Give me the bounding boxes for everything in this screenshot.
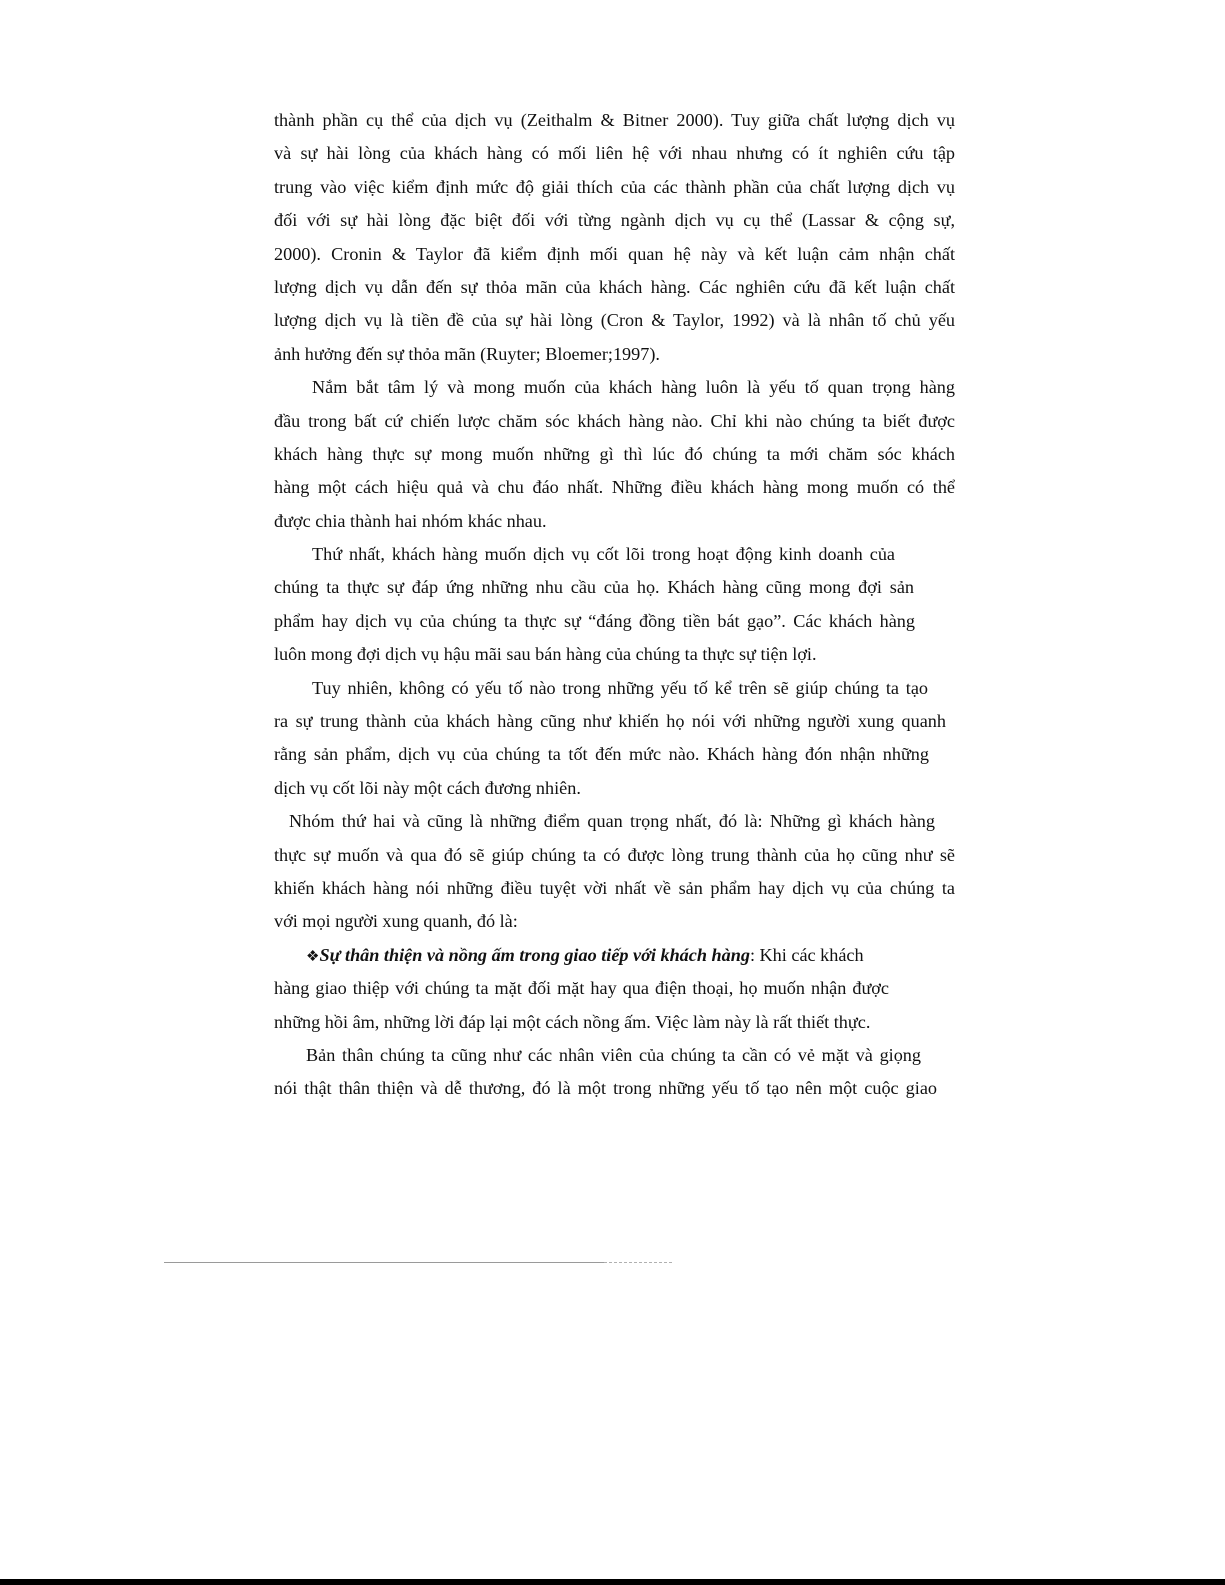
diamond-bullet-icon: ❖ [306, 948, 320, 965]
footnote-separator-tail [604, 1262, 672, 1263]
text-line: trung vào việc kiểm định mức độ giải thích của các thành phần của chất lượng dịch vụ [274, 176, 955, 197]
text-line: Thứ nhất, khách hàng muốn dịch vụ cốt lõi trong hoạt động kinh doanh của [312, 544, 895, 565]
text-line: đầu trong bất cứ chiến lược chăm sóc khách hàng nào. Chỉ khi nào chúng ta biết được [274, 410, 955, 431]
text-line: ra sự trung thành của khách hàng cũng như khiến họ nói với những người xung quanh [274, 711, 946, 732]
text-line: hàng một cách hiệu quả và chu đáo nhất. Những điều khách hàng mong muốn có thể [274, 477, 955, 498]
text-line: ảnh hưởng đến sự thỏa mãn (Ruyter; Bloemer;1997). [274, 343, 660, 364]
text-line: với mọi người xung quanh, đó là: [274, 911, 518, 932]
text-line: Nhóm thứ hai và cũng là những điểm quan trọng nhất, đó là: Những gì khách hàng [289, 811, 935, 832]
text-line: thành phần cụ thể của dịch vụ (Zeithalm & Bitner 2000). Tuy giữa chất lượng dịch vụ [274, 110, 955, 130]
text-line: Nắm bắt tâm lý và mong muốn của khách hàng luôn là yếu tố quan trọng hàng [312, 377, 955, 398]
text-line: khiến khách hàng nói những điều tuyệt vời nhất về sản phẩm hay dịch vụ của chúng ta [274, 877, 955, 898]
bullet-line [274, 939, 955, 972]
bullet-heading [306, 945, 750, 965]
text-line: hàng giao thiệp với chúng ta mặt đối mặt hay qua điện thoại, họ muốn nhận được [274, 978, 889, 999]
text-line: khách hàng thực sự mong muốn những gì thì lúc đó chúng ta mới chăm sóc khách [274, 443, 955, 464]
text-line: được chia thành hai nhóm khác nhau. [274, 510, 547, 531]
text-line: 2000). Cronin & Taylor đã kiểm định mối quan hệ này và kết luận cảm nhận chất [274, 243, 955, 264]
text-line: những hồi âm, những lời đáp lại một cách nồng ấm. Việc làm này là rất thiết thực. [274, 1011, 871, 1032]
text-line: và sự hài lòng của khách hàng có mối liên hệ với nhau nhưng có ít nghiên cứu tập [274, 143, 955, 164]
text-line: rằng sản phẩm, dịch vụ của chúng ta tốt đến mức nào. Khách hàng đón nhận những [274, 744, 929, 765]
text-line: dịch vụ cốt lõi này một cách đương nhiên. [274, 777, 581, 798]
text-line: phẩm hay dịch vụ của chúng ta thực sự “đáng đồng tiền bát gạo”. Các khách hàng [274, 610, 915, 631]
bullet-heading-text: Sự thân thiện và nồng ấm trong giao tiếp với khách hàng [319, 944, 750, 965]
bullet-rest: : Khi các khách [749, 944, 864, 965]
text-line: Tuy nhiên, không có yếu tố nào trong những yếu tố kể trên sẽ giúp chúng ta tạo [312, 677, 928, 698]
text-line: Bản thân chúng ta cũng như các nhân viên của chúng ta cần có vẻ mặt và giọng [306, 1044, 921, 1065]
page-bottom-edge [0, 1579, 1225, 1585]
document-body [274, 104, 955, 1106]
text-line: thực sự muốn và qua đó sẽ giúp chúng ta có được lòng trung thành của họ cũng như sẽ [274, 844, 955, 865]
text-line: lượng dịch vụ là tiền đề của sự hài lòng (Cron & Taylor, 1992) và là nhân tố chủ yếu [274, 310, 955, 331]
text-line: chúng ta thực sự đáp ứng những nhu cầu của họ. Khách hàng cũng mong đợi sản [274, 577, 914, 598]
text-line: luôn mong đợi dịch vụ hậu mãi sau bán hàng của chúng ta thực sự tiện lợi. [274, 644, 817, 665]
footnote-separator [164, 1262, 604, 1263]
text-line: đối với sự hài lòng đặc biệt đối với từng ngành dịch vụ cụ thể (Lassar & cộng sự, [274, 210, 955, 231]
text-line: nói thật thân thiện và dễ thương, đó là một trong những yếu tố tạo nên một cuộc giao [274, 1078, 937, 1099]
text-line: lượng dịch vụ dẫn đến sự thỏa mãn của khách hàng. Các nghiên cứu đã kết luận chất [274, 276, 955, 297]
